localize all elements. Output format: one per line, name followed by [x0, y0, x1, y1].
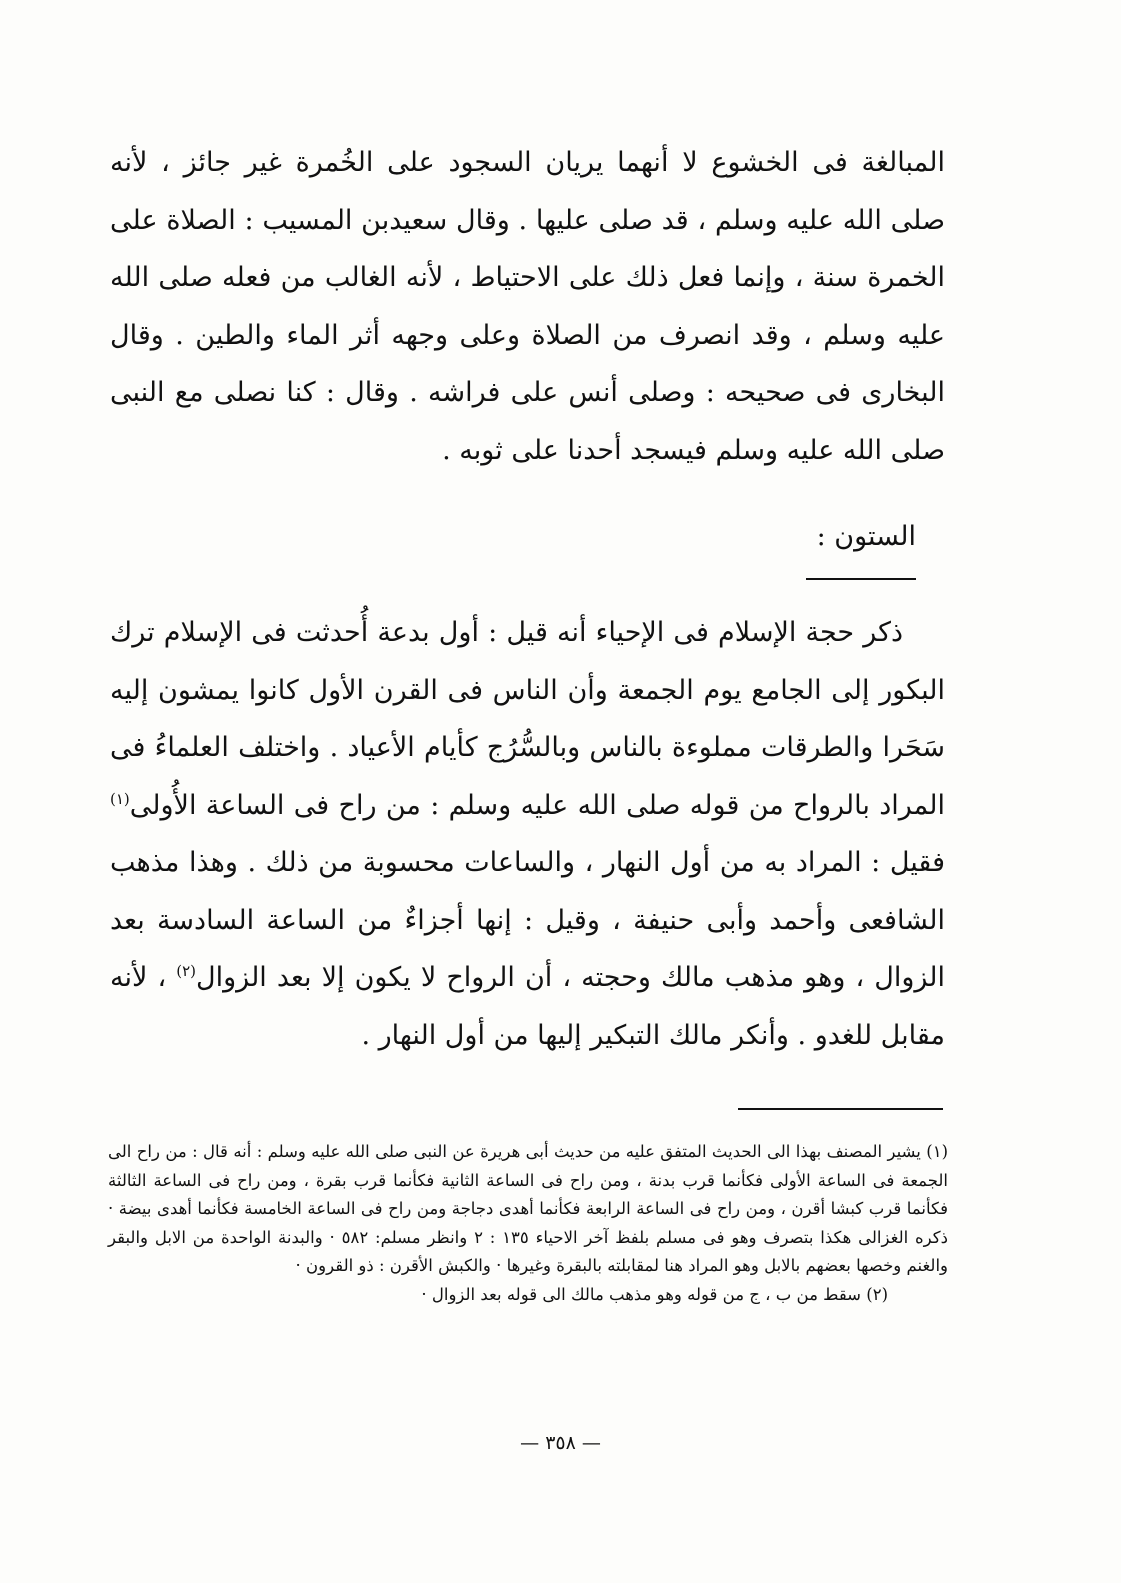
paragraph-2-part-3: ، لأنه مقابل للغدو . وأنكر مالك التبكير إليها من أول النهار .: [110, 962, 945, 1051]
paragraph-2-text: [110, 604, 945, 1064]
footnote-ref-1: (١): [110, 789, 130, 808]
section-heading: الستون :: [816, 521, 916, 552]
footnote-1: (١) يشير المصنف بهذا الى الحديث المتفق عليه من حديث أبى هريرة عن النبى صلى الله عليه وسلم : أنه قال : من راح الى الجمعة فى الساعة الأولى فكأنما قرب بدنة ، ومن راح فى الساعة الثانية فكأنما قرب بقرة ، ومن راح فى الساعة الثالثة فكأنما قرب كبشا أقرن ، ومن راح فى الساعة الرابعة فكأنما أهدى دجاجة ومن راح فى الساعة الخامسة فكأنما أهدى بيضة · ذكره الغزالى هكذا بتصرف وهو فى مسلم بلفظ آخر الاحياء ١٣٥ : ٢ وانظر مسلم: ٥٨٢ · والبدنة الواحدة من الابل والبقر والغنم وخصها بعضهم بالابل وهو المراد هنا لمقابلته بالبقرة وغيرها · والكبش الأقرن : ذو القرون ·: [108, 1142, 948, 1275]
page-number: — ٣٥٨ —: [520, 1432, 601, 1454]
footnote-separator: [738, 1108, 943, 1110]
paragraph-2-part-1: ذكر حجة الإسلام فى الإحياء أنه قيل : أول بدعة أُحدثت فى الإسلام ترك البكور إلى الجامع يوم الجمعة وأن الناس فى القرن الأول كانوا يمشون إليه سَحَرا والطرقات مملوءة بالناس وبالسُّرُج كأيام الأعياد . واختلف العلماءُ فى المراد بالرواح من قوله صلى الله عليه وسلم : من راح فى الساعة الأُولى: [110, 617, 945, 821]
paragraph-1-text: المبالغة فى الخشوع لا أنهما يريان السجود على الخُمرة غير جائز ، لأنه صلى الله عليه وسلم ، قد صلى عليها . وقال سعيدبن المسيب : الصلاة على الخمرة سنة ، وإنما فعل ذلك على الاحتياط ، لأنه الغالب من فعله صلى الله عليه وسلم ، وقد انصرف من الصلاة وعلى وجهه أثر الماء والطين . وقال البخارى فى صحيحه : وصلى أنس على فراشه . وقال : كنا نصلى مع النبى صلى الله عليه وسلم فيسجد أحدنا على ثوبه .: [110, 147, 945, 466]
paragraph-2: [110, 604, 945, 1064]
paragraph-2-part-2: فقيل : المراد به من أول النهار ، والساعات محسوبة من ذلك . وهذا مذهب الشافعى وأحمد وأبى حنيفة ، وقيل : إنها أجزاءٌ من الساعة السادسة بعد الزوال ، وهو مذهب مالك وحجته ، أن الرواح لا يكون إلا بعد الزوال: [110, 847, 945, 993]
footnote-2: (٢) سقط من ب ، ج من قوله وهو مذهب مالك الى قوله بعد الزوال ·: [421, 1284, 888, 1304]
paragraph-1: [110, 134, 945, 479]
heading-underline: [806, 578, 916, 580]
footnote-ref-2: (٢): [176, 962, 197, 980]
footnotes: [108, 1138, 948, 1309]
